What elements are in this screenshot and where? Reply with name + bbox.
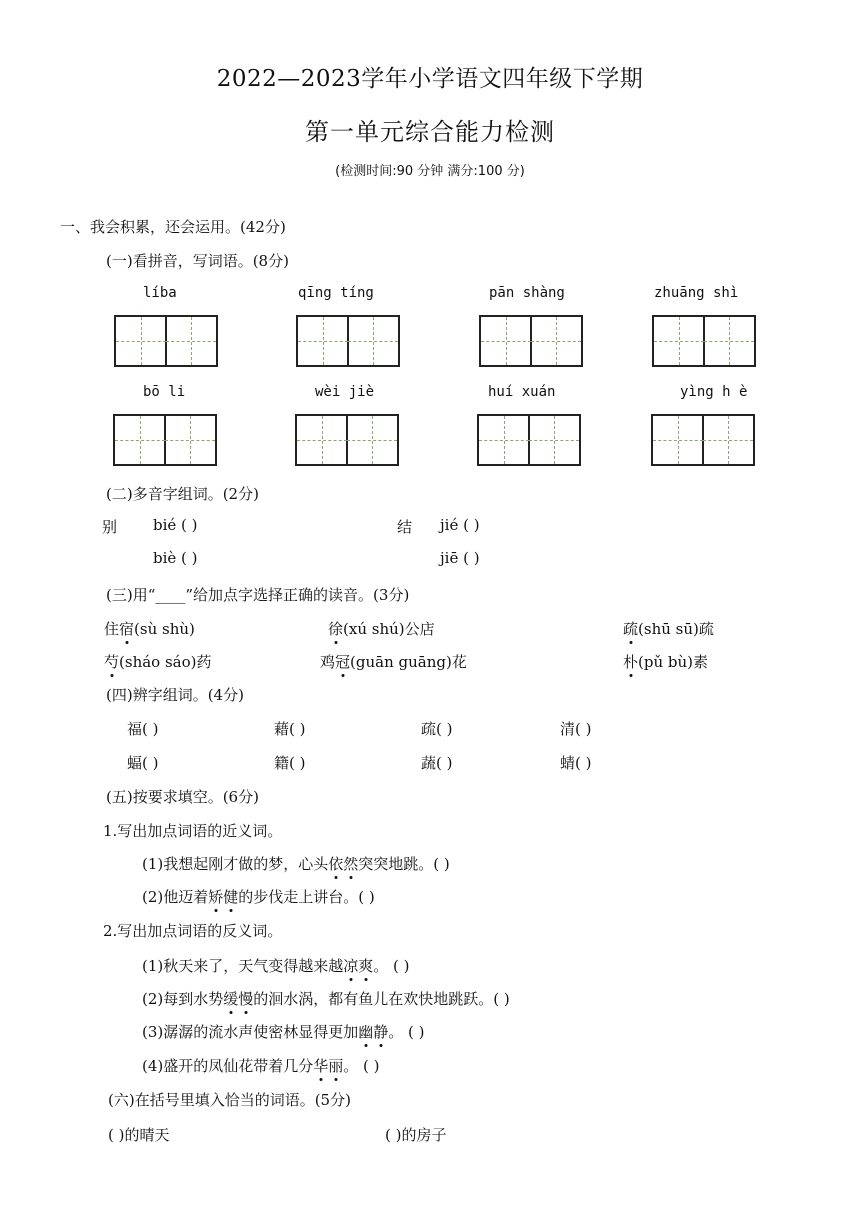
- reading-choice[interactable]: 芍(sháo sáo)药: [104, 653, 212, 671]
- polyphone-blank[interactable]: bié ( ): [153, 516, 198, 534]
- writing-grid[interactable]: [479, 315, 583, 367]
- part-heading: (四)辨字组词。(4分): [106, 686, 244, 704]
- question-item[interactable]: (3)潺潺的流水声使密林显得更加幽静。 ( ): [142, 1023, 425, 1041]
- word-blank[interactable]: 清( ): [560, 720, 592, 738]
- pinyin-label: bō li: [143, 384, 186, 400]
- part-heading: (六)在括号里填入恰当的词语。(5分): [108, 1091, 351, 1109]
- word-blank[interactable]: 蜻( ): [560, 754, 592, 772]
- writing-grid[interactable]: [651, 414, 755, 466]
- writing-grid[interactable]: [113, 414, 217, 466]
- reading-choice[interactable]: 徐(xú shú)公店: [328, 620, 435, 638]
- word-blank[interactable]: 藉( ): [274, 720, 306, 738]
- pinyin-label: qīng tíng: [298, 285, 374, 301]
- word-blank[interactable]: 蝠( ): [127, 754, 159, 772]
- part-heading: (一)看拼音，写词语。(8分): [106, 252, 289, 270]
- writing-grid[interactable]: [652, 315, 756, 367]
- writing-grid[interactable]: [477, 414, 581, 466]
- pinyin-label: wèi jiè: [315, 384, 375, 400]
- word-blank[interactable]: 福( ): [127, 720, 159, 738]
- part-heading: (二)多音字组词。(2分): [106, 485, 259, 503]
- section-heading: 一、我会积累，还会运用。(42分): [60, 218, 286, 236]
- question-item[interactable]: (1)我想起刚才做的梦，心头依然突突地跳。( ): [142, 855, 450, 873]
- writing-grid[interactable]: [295, 414, 399, 466]
- fill-blank[interactable]: ( )的房子: [385, 1126, 447, 1144]
- word-blank[interactable]: 蔬( ): [421, 754, 453, 772]
- reading-choice[interactable]: 住宿(sù shù): [104, 620, 195, 638]
- pinyin-label: líba: [143, 285, 177, 301]
- pinyin-label: zhuāng shì: [654, 285, 739, 301]
- exam-title: 2022—2023学年小学语文四年级下学期: [216, 66, 644, 92]
- pinyin-label: pān shàng: [489, 285, 565, 301]
- question-item[interactable]: (2)他迈着矫健的步伐走上讲台。( ): [142, 888, 375, 906]
- polyphone-char: 别: [102, 518, 118, 536]
- fill-blank[interactable]: ( )的晴天: [108, 1126, 170, 1144]
- exam-subtitle: 第一单元综合能力检测: [305, 118, 555, 146]
- writing-grid[interactable]: [296, 315, 400, 367]
- question-item[interactable]: (1)秋天来了，天气变得越来越凉爽。 ( ): [142, 957, 410, 975]
- exam-meta: (检测时间:90 分钟 满分:100 分): [335, 164, 525, 179]
- pinyin-label: huí xuán: [488, 384, 556, 400]
- question-item[interactable]: (4)盛开的凤仙花带着几分华丽。 ( ): [142, 1057, 380, 1075]
- reading-choice[interactable]: 疏(shū sū)疏: [623, 620, 714, 638]
- reading-choice[interactable]: 朴(pǔ bù)素: [623, 653, 709, 671]
- question-prompt: 1.写出加点词语的近义词。: [103, 822, 283, 840]
- polyphone-blank[interactable]: jié ( ): [440, 516, 480, 534]
- word-blank[interactable]: 疏( ): [421, 720, 453, 738]
- reading-choice[interactable]: 鸡冠(guān guāng)花: [320, 653, 467, 671]
- pinyin-label: yìng h è: [680, 384, 748, 400]
- writing-grid[interactable]: [114, 315, 218, 367]
- part-heading: (三)用“____”给加点字选择正确的读音。(3分): [106, 586, 410, 604]
- word-blank[interactable]: 籍( ): [274, 754, 306, 772]
- question-prompt: 2.写出加点词语的反义词。: [103, 922, 283, 940]
- polyphone-char: 结: [397, 518, 413, 536]
- polyphone-blank[interactable]: jiē ( ): [440, 549, 480, 567]
- polyphone-blank[interactable]: biè ( ): [153, 549, 198, 567]
- part-heading: (五)按要求填空。(6分): [106, 788, 259, 806]
- question-item[interactable]: (2)每到水势缓慢的洄水涡，都有鱼儿在欢快地跳跃。( ): [142, 990, 510, 1008]
